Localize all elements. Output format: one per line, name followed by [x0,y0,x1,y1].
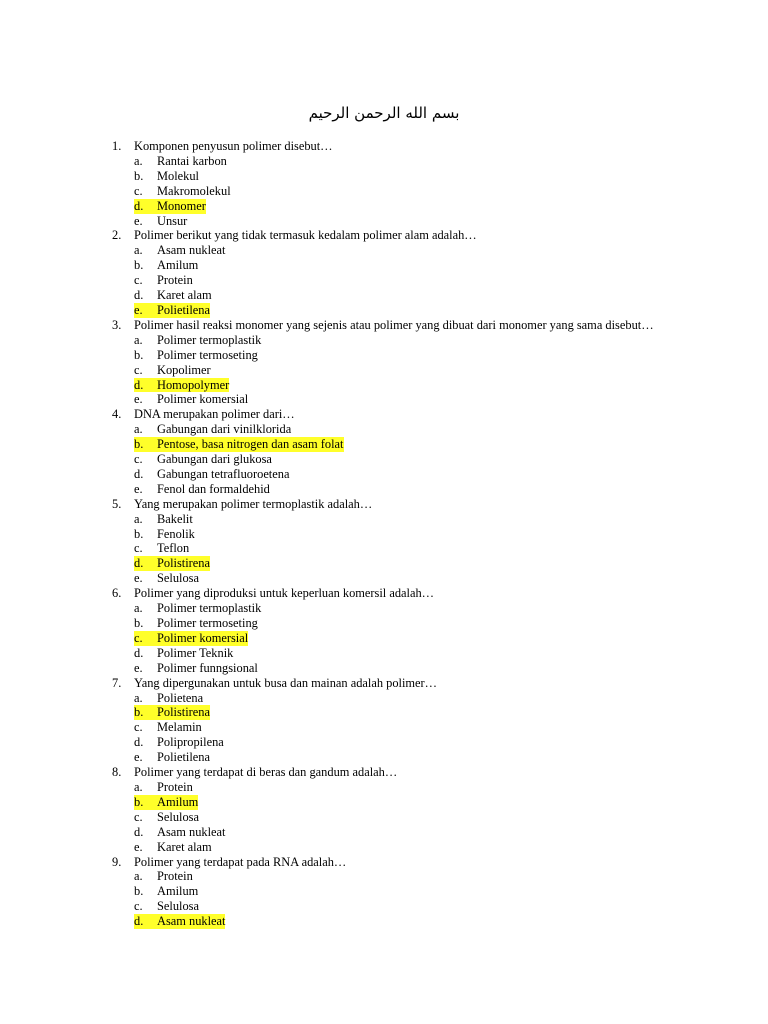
option-letter: e. [134,571,143,586]
answer-option [134,333,261,348]
option-text: Polimer komersial [157,630,249,645]
answer-option [134,750,210,765]
option-letter: a. [134,243,143,258]
question-text: Polimer yang diproduksi untuk keperluan komersil adalah… [134,586,435,601]
answer-option [134,273,193,288]
option-text: Polimer termoplastik [157,332,262,347]
option-line [112,363,732,378]
option-line [112,482,732,497]
answer-option [134,899,199,914]
answer-option-highlighted [134,378,229,393]
option-letter: b. [134,794,144,809]
option-line [112,795,732,810]
option-line [112,154,732,169]
question-number: 9. [112,854,122,869]
answer-option [134,646,233,661]
answer-option [134,512,193,527]
question-number: 1. [112,139,122,153]
answer-option-highlighted [134,556,210,571]
option-line [112,467,732,482]
question-line [112,855,732,870]
option-line [112,825,732,840]
option-line [112,243,732,258]
option-line [112,333,732,348]
option-letter: c. [134,273,143,288]
question-line [112,228,732,243]
answer-option [134,467,289,482]
option-text: Selulosa [157,571,199,586]
option-letter: e. [134,839,143,854]
question-line [112,586,732,601]
option-letter: d. [134,914,144,929]
answer-option [134,422,291,437]
answer-option [134,601,261,616]
option-letter: c. [134,899,143,914]
option-letter: b. [134,705,144,720]
option-letter: d. [134,198,144,213]
option-letter: e. [134,750,143,765]
option-text: Polistirena [157,705,210,720]
option-line [112,452,732,467]
option-letter: e. [134,660,143,675]
option-text: Unsur [157,213,188,228]
option-letter: a. [134,690,143,705]
option-letter: a. [134,153,143,168]
option-text: Polietilena [157,750,210,765]
option-text: Asam nukleat [157,914,226,929]
option-line [112,214,732,229]
option-text: Protein [157,779,193,794]
option-letter: c. [134,630,143,645]
option-text: Polimer termoseting [157,616,258,630]
option-text: Makromolekul [157,183,231,198]
option-letter: a. [134,779,143,794]
answer-option [134,869,193,884]
option-letter: b. [134,258,144,273]
option-letter: c. [134,720,143,735]
option-letter: d. [134,377,144,392]
option-text: Selulosa [157,809,199,824]
option-letter: e. [134,302,143,317]
answer-option [134,691,203,706]
answer-option [134,661,258,676]
answer-option [134,482,270,497]
option-text: Amilum [157,258,199,273]
option-line [112,541,732,556]
option-line [112,422,732,437]
option-text: Asam nukleat [157,243,226,258]
option-letter: a. [134,422,143,437]
question-8 [112,765,732,854]
answer-option-highlighted [134,795,198,810]
option-text: Kopolimer [157,362,211,377]
question-text: Komponen penyusun polimer disebut… [134,139,333,153]
option-letter: a. [134,511,143,526]
option-line [112,288,732,303]
option-line [112,527,732,542]
question-number: 3. [112,317,122,332]
answer-option-highlighted [134,705,210,720]
option-letter: d. [134,824,144,839]
option-letter: b. [134,437,144,452]
option-letter: c. [134,183,143,198]
question-text: Polimer yang terdapat pada RNA adalah… [134,854,347,869]
answer-option [134,571,199,586]
question-number: 5. [112,496,122,511]
answer-option-highlighted [134,914,225,929]
question-line [112,497,732,512]
option-text: Karet alam [157,288,212,303]
option-text: Protein [157,273,193,288]
option-text: Polietilena [157,302,210,317]
option-line [112,631,732,646]
option-line [112,199,732,214]
option-line [112,869,732,884]
question-number: 6. [112,586,122,601]
option-line [112,914,732,929]
option-letter: b. [134,347,144,362]
answer-option [134,810,199,825]
option-letter: b. [134,884,144,899]
option-text: Gabungan dari glukosa [157,452,272,467]
option-line [112,884,732,899]
question-number: 8. [112,765,122,780]
option-text: Teflon [157,541,190,556]
question-list [112,139,732,929]
option-letter: a. [134,869,143,884]
option-text: Amilum [157,884,199,899]
question-7 [112,676,732,765]
option-letter: c. [134,362,143,377]
option-text: Polietena [157,690,204,705]
answer-option [134,527,195,542]
option-text: Gabungan dari vinilklorida [157,422,292,437]
question-1 [112,139,732,228]
option-text: Polimer funngsional [157,660,258,675]
answer-option [134,616,258,631]
option-line [112,273,732,288]
option-line [112,646,732,661]
option-text: Homopolymer [157,377,230,392]
option-line [112,512,732,527]
option-line [112,392,732,407]
option-text: Polimer Teknik [157,645,234,660]
answer-option [134,735,224,750]
option-line [112,720,732,735]
question-line [112,676,732,691]
answer-option-highlighted [134,437,344,452]
option-text: Polimer termoplastik [157,601,262,616]
question-text: DNA merupakan polimer dari… [134,407,295,422]
option-line [112,616,732,631]
question-text: Yang dipergunakan untuk busa dan mainan adalah polimer… [134,675,438,690]
option-text: Selulosa [157,899,199,914]
option-letter: c. [134,541,143,556]
option-letter: a. [134,332,143,347]
option-text: Polipropilena [157,735,224,750]
answer-option [134,840,212,855]
answer-option [134,780,193,795]
question-line [112,407,732,422]
option-letter: c. [134,809,143,824]
answer-option-highlighted [134,631,248,646]
question-9 [112,855,732,930]
question-2 [112,228,732,317]
answer-option [134,392,248,407]
option-line [112,437,732,452]
option-text: Rantai karbon [157,153,227,168]
question-6 [112,586,732,675]
answer-option [134,243,225,258]
option-line [112,840,732,855]
option-letter: d. [134,556,144,571]
option-text: Fenol dan formaldehid [157,481,270,496]
answer-option [134,825,225,840]
question-3 [112,318,732,407]
option-line [112,169,732,184]
option-text: Monomer [157,198,206,213]
question-text: Yang merupakan polimer termoplastik adalah… [134,496,373,511]
option-letter: a. [134,601,143,616]
option-line [112,258,732,273]
option-line [112,750,732,765]
answer-option [134,884,198,899]
answer-option [134,452,272,467]
option-letter: e. [134,213,143,228]
option-line [112,184,732,199]
answer-option [134,258,198,273]
option-line [112,735,732,750]
question-text: Polimer yang terdapat di beras dan gandum adalah… [134,765,398,780]
option-text: Gabungan tetrafluoroetena [157,466,290,481]
answer-option-highlighted [134,303,210,318]
answer-option [134,288,212,303]
option-letter: e. [134,392,143,407]
option-line [112,810,732,825]
option-text: Asam nukleat [157,824,226,839]
option-letter: b. [134,616,144,630]
option-text: Polistirena [157,556,210,571]
option-line [112,378,732,393]
option-letter: c. [134,452,143,467]
option-text: Molekul [157,168,199,183]
option-letter: b. [134,526,144,541]
option-line [112,348,732,363]
option-text: Melamin [157,720,202,735]
option-line [112,571,732,586]
answer-option-highlighted [134,199,206,214]
question-line [112,139,732,154]
basmala-heading: بسم الله الرحمن الرحيم [308,104,460,122]
option-line [112,601,732,616]
answer-option [134,184,231,199]
question-number: 4. [112,407,122,422]
option-text: Polimer komersial [157,392,249,407]
answer-option [134,363,211,378]
option-text: Pentose, basa nitrogen dan asam folat [157,437,344,452]
question-5 [112,497,732,586]
answer-option [134,348,258,363]
option-text: Fenolik [157,526,195,541]
option-line [112,899,732,914]
option-letter: d. [134,288,144,303]
question-line [112,318,732,333]
answer-option [134,154,227,169]
question-number: 2. [112,228,122,243]
answer-option [134,214,187,229]
option-letter: e. [134,481,143,496]
question-4 [112,407,732,496]
question-line [112,765,732,780]
option-letter: d. [134,735,144,750]
option-line [112,780,732,795]
answer-option [134,720,202,735]
option-letter: b. [134,168,144,183]
question-text: Polimer berikut yang tidak termasuk kedalam polimer alam adalah… [134,228,477,243]
option-line [112,691,732,706]
option-line [112,556,732,571]
option-line [112,661,732,676]
question-text: Polimer hasil reaksi monomer yang sejenis atau polimer yang dibuat dari monomer yang sama disebut… [134,317,654,332]
option-letter: d. [134,466,144,481]
option-line [112,303,732,318]
option-text: Bakelit [157,511,193,526]
option-text: Polimer termoseting [157,347,258,362]
question-number: 7. [112,675,122,690]
option-text: Protein [157,869,193,884]
option-line [112,705,732,720]
answer-option [134,169,199,184]
answer-option [134,541,189,556]
option-text: Amilum [157,794,199,809]
option-letter: d. [134,645,144,660]
option-text: Karet alam [157,839,212,854]
